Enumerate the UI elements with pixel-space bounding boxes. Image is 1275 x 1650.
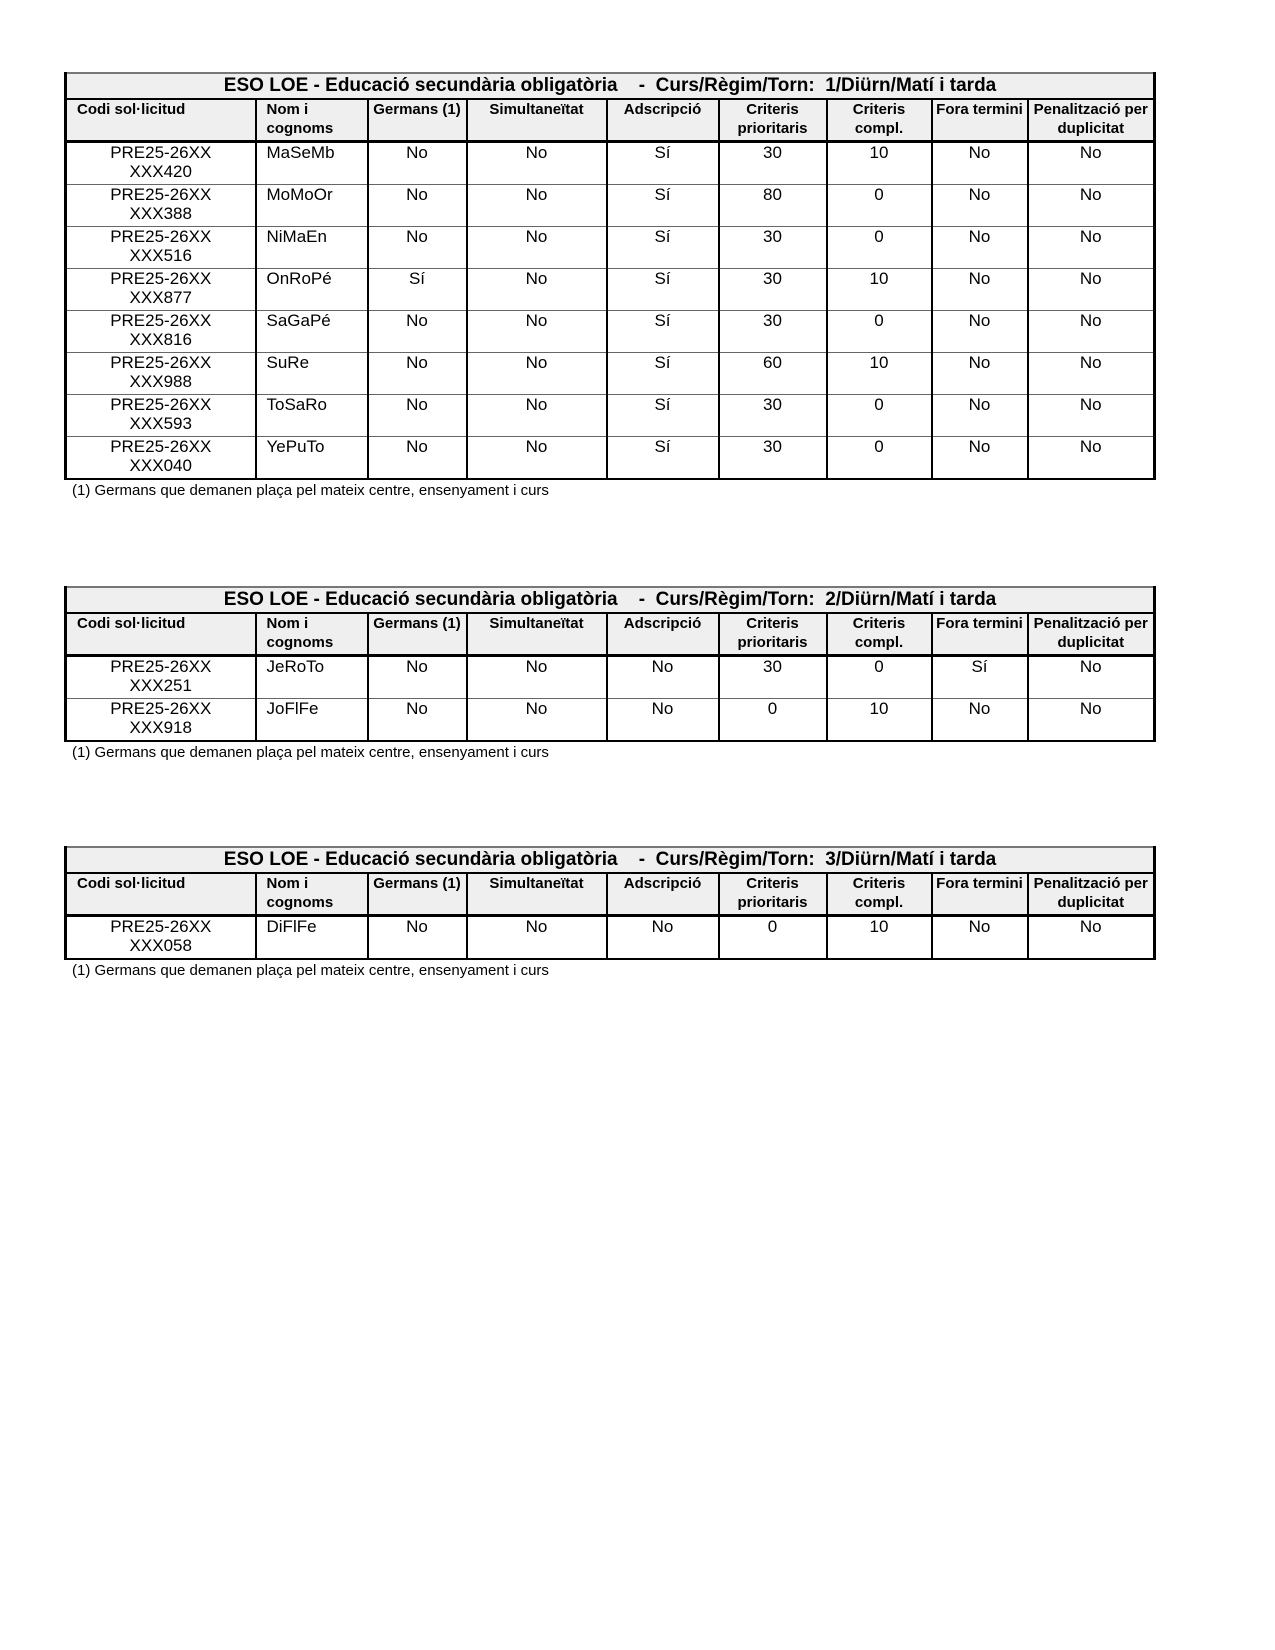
cell-text: Sí	[654, 353, 671, 372]
cell-request-code	[66, 269, 256, 311]
cell-text: No	[406, 699, 428, 718]
cell-text: No	[406, 437, 428, 456]
cell-request-code	[66, 311, 256, 353]
cell-assignment	[607, 227, 719, 269]
cell-text: No	[968, 311, 991, 330]
table-title: ESO LOE - Educació secundària obligatòria - Curs/Règim/Torn: 3/Diürn/Matí i tarda	[66, 847, 1155, 873]
cell-text: 10	[869, 143, 889, 162]
cell-text: 0	[874, 227, 884, 246]
cell-siblings	[368, 437, 467, 480]
cell-name	[256, 395, 368, 437]
cell-text: No	[406, 657, 428, 676]
cell-duplicate-penalty	[1028, 395, 1155, 437]
cell-text: Sí	[654, 311, 671, 330]
cell-text: 10	[869, 699, 889, 718]
cell-text: No	[525, 143, 548, 162]
cell-text: SaGaPé	[266, 311, 331, 330]
cell-priority-criteria	[719, 395, 827, 437]
cell-duplicate-penalty	[1028, 142, 1155, 185]
column-header-complementary-criteria: Criteris compl.	[827, 99, 932, 142]
cell-text: 30	[763, 395, 782, 414]
column-header-late: Fora termini	[932, 873, 1028, 916]
cell-complementary-criteria	[827, 353, 932, 395]
cell-text: 80	[763, 185, 782, 204]
cell-request-code	[66, 656, 256, 699]
cell-text: 10	[869, 353, 889, 372]
cell-duplicate-penalty	[1028, 311, 1155, 353]
cell-siblings	[368, 311, 467, 353]
cell-text: No	[1079, 227, 1102, 246]
cell-text: No	[968, 143, 991, 162]
cell-text: No	[525, 437, 548, 456]
cell-text: PRE25-26XXXXX420	[110, 143, 212, 181]
cell-text: 60	[763, 353, 782, 372]
column-header-simultaneity: Simultaneïtat	[467, 99, 607, 142]
cell-text: No	[968, 917, 991, 936]
cell-complementary-criteria	[827, 395, 932, 437]
cell-simultaneity	[467, 656, 607, 699]
column-header-complementary-criteria: Criteris compl.	[827, 613, 932, 656]
cell-siblings	[368, 699, 467, 742]
column-header-duplicate-penalty: Penalització per duplicitat	[1028, 613, 1155, 656]
cell-text: PRE25-26XXXXX388	[110, 185, 212, 223]
cell-simultaneity	[467, 395, 607, 437]
cell-text: 30	[763, 311, 782, 330]
column-header-priority-criteria: Criteris prioritaris	[719, 873, 827, 916]
cell-text: JeRoTo	[266, 657, 325, 676]
cell-late	[932, 353, 1028, 395]
cell-text: Sí	[654, 437, 671, 456]
cell-text: No	[525, 227, 548, 246]
cell-late	[932, 311, 1028, 353]
cell-request-code	[66, 395, 256, 437]
cell-name	[256, 437, 368, 480]
cell-simultaneity	[467, 916, 607, 960]
cell-text: No	[406, 917, 428, 936]
column-header-priority-criteria: Criteris prioritaris	[719, 99, 827, 142]
cell-text: JoFlFe	[266, 699, 319, 718]
cell-duplicate-penalty	[1028, 227, 1155, 269]
cell-text: No	[525, 657, 548, 676]
cell-duplicate-penalty	[1028, 656, 1155, 699]
cell-text: Sí	[408, 269, 426, 288]
cell-text: No	[1079, 143, 1102, 162]
cell-text: DiFlFe	[266, 917, 317, 936]
cell-name	[256, 142, 368, 185]
cell-text: ToSaRo	[266, 395, 327, 414]
cell-siblings	[368, 916, 467, 960]
table-row	[66, 353, 1155, 395]
cell-priority-criteria	[719, 353, 827, 395]
cell-late	[932, 395, 1028, 437]
column-header-name: Nom i cognoms	[256, 613, 368, 656]
cell-text: 0	[874, 657, 884, 676]
cell-text: No	[406, 395, 428, 414]
cell-request-code	[66, 916, 256, 960]
cell-duplicate-penalty	[1028, 699, 1155, 742]
cell-simultaneity	[467, 185, 607, 227]
cell-text: 30	[763, 437, 782, 456]
cell-priority-criteria	[719, 227, 827, 269]
column-header-siblings: Germans (1)	[368, 873, 467, 916]
cell-text: No	[1079, 437, 1102, 456]
admissions-table	[64, 586, 1156, 742]
table-row	[66, 227, 1155, 269]
cell-priority-criteria	[719, 142, 827, 185]
cell-text: OnRoPé	[266, 269, 332, 288]
cell-text: No	[1079, 185, 1102, 204]
cell-text: No	[651, 699, 674, 718]
cell-late	[932, 916, 1028, 960]
cell-assignment	[607, 142, 719, 185]
cell-priority-criteria	[719, 311, 827, 353]
cell-text: No	[968, 437, 991, 456]
cell-text: 30	[763, 657, 782, 676]
column-header-name: Nom i cognoms	[256, 99, 368, 142]
column-header-siblings: Germans (1)	[368, 613, 467, 656]
cell-simultaneity	[467, 269, 607, 311]
cell-text: No	[1079, 657, 1102, 676]
cell-assignment	[607, 311, 719, 353]
cell-assignment	[607, 353, 719, 395]
cell-text: No	[525, 699, 548, 718]
cell-simultaneity	[467, 699, 607, 742]
column-header-duplicate-penalty: Penalització per duplicitat	[1028, 873, 1155, 916]
cell-late	[932, 142, 1028, 185]
cell-name	[256, 311, 368, 353]
cell-text: PRE25-26XXXXX040	[110, 437, 212, 475]
column-header-assignment: Adscripció	[607, 873, 719, 916]
cell-text: 0	[767, 917, 778, 936]
cell-text: No	[968, 353, 991, 372]
cell-complementary-criteria	[827, 185, 932, 227]
cell-late	[932, 185, 1028, 227]
table-row	[66, 699, 1155, 742]
cell-text: PRE25-26XXXXX918	[110, 699, 212, 737]
cell-text: Sí	[654, 227, 671, 246]
cell-siblings	[368, 353, 467, 395]
cell-text: No	[651, 657, 674, 676]
cell-late	[932, 437, 1028, 480]
column-header-siblings: Germans (1)	[368, 99, 467, 142]
admissions-table	[64, 72, 1156, 480]
cell-name	[256, 916, 368, 960]
table-title: ESO LOE - Educació secundària obligatòria - Curs/Règim/Torn: 2/Diürn/Matí i tarda	[66, 587, 1155, 613]
cell-assignment	[607, 916, 719, 960]
column-header-priority-criteria: Criteris prioritaris	[719, 613, 827, 656]
cell-priority-criteria	[719, 699, 827, 742]
cell-priority-criteria	[719, 656, 827, 699]
cell-assignment	[607, 437, 719, 480]
cell-assignment	[607, 185, 719, 227]
cell-text: PRE25-26XXXXX988	[110, 353, 212, 391]
cell-text: PRE25-26XXXXX058	[110, 917, 212, 955]
table-row	[66, 916, 1155, 960]
column-header-request-code: Codi sol·licitud	[66, 613, 256, 656]
table-row	[66, 437, 1155, 480]
cell-text: No	[651, 917, 674, 936]
cell-simultaneity	[467, 353, 607, 395]
column-header-late: Fora termini	[932, 613, 1028, 656]
column-header-name: Nom i cognoms	[256, 873, 368, 916]
cell-text: 30	[763, 143, 782, 162]
cell-siblings	[368, 142, 467, 185]
cell-priority-criteria	[719, 437, 827, 480]
cell-duplicate-penalty	[1028, 353, 1155, 395]
admissions-table-block	[64, 586, 1153, 761]
cell-simultaneity	[467, 227, 607, 269]
cell-text: No	[968, 395, 991, 414]
cell-text: Sí	[654, 185, 671, 204]
table-row	[66, 656, 1155, 699]
cell-late	[932, 656, 1028, 699]
cell-priority-criteria	[719, 185, 827, 227]
table-title: ESO LOE - Educació secundària obligatòria - Curs/Règim/Torn: 1/Diürn/Matí i tarda	[66, 73, 1155, 99]
column-header-complementary-criteria: Criteris compl.	[827, 873, 932, 916]
cell-text: No	[1079, 395, 1102, 414]
cell-late	[932, 227, 1028, 269]
cell-name	[256, 353, 368, 395]
cell-text: No	[406, 353, 428, 372]
table-row	[66, 185, 1155, 227]
cell-text: 10	[869, 269, 889, 288]
column-header-assignment: Adscripció	[607, 99, 719, 142]
cell-name	[256, 699, 368, 742]
cell-request-code	[66, 353, 256, 395]
cell-text: No	[968, 185, 991, 204]
cell-text: No	[406, 185, 428, 204]
admissions-table-block	[64, 72, 1153, 499]
cell-name	[256, 185, 368, 227]
cell-assignment	[607, 656, 719, 699]
cell-text: Sí	[971, 657, 988, 676]
cell-siblings	[368, 395, 467, 437]
cell-text: Sí	[654, 143, 671, 162]
column-header-request-code: Codi sol·licitud	[66, 99, 256, 142]
cell-text: Sí	[654, 269, 671, 288]
cell-duplicate-penalty	[1028, 916, 1155, 960]
cell-complementary-criteria	[827, 916, 932, 960]
cell-text: PRE25-26XXXXX816	[110, 311, 212, 349]
cell-complementary-criteria	[827, 142, 932, 185]
cell-text: No	[1079, 353, 1102, 372]
table-row	[66, 395, 1155, 437]
cell-request-code	[66, 699, 256, 742]
column-header-late: Fora termini	[932, 99, 1028, 142]
cell-text: No	[1079, 699, 1102, 718]
cell-siblings	[368, 656, 467, 699]
cell-text: No	[525, 311, 548, 330]
cell-assignment	[607, 395, 719, 437]
cell-text: PRE25-26XXXXX877	[110, 269, 212, 307]
cell-text: No	[525, 353, 548, 372]
cell-text: No	[525, 269, 548, 288]
cell-assignment	[607, 699, 719, 742]
table-row	[66, 311, 1155, 353]
table-row	[66, 142, 1155, 185]
cell-text: 0	[767, 699, 778, 718]
column-header-request-code: Codi sol·licitud	[66, 873, 256, 916]
cell-simultaneity	[467, 142, 607, 185]
cell-text: NiMaEn	[266, 227, 327, 246]
cell-text: PRE25-26XXXXX516	[110, 227, 212, 265]
cell-text: MoMoOr	[266, 185, 333, 204]
cell-name	[256, 227, 368, 269]
cell-siblings	[368, 269, 467, 311]
cell-text: 30	[763, 227, 782, 246]
cell-assignment	[607, 269, 719, 311]
cell-simultaneity	[467, 311, 607, 353]
footnote: (1) Germans que demanen plaça pel mateix centre, ensenyament i curs	[72, 962, 549, 979]
cell-text: 0	[874, 437, 884, 456]
cell-text: 0	[874, 185, 884, 204]
column-header-simultaneity: Simultaneïtat	[467, 613, 607, 656]
admissions-table	[64, 846, 1156, 960]
cell-priority-criteria	[719, 269, 827, 311]
table-row	[66, 269, 1155, 311]
cell-text: No	[1079, 269, 1102, 288]
cell-text: PRE25-26XXXXX251	[110, 657, 212, 695]
cell-text: No	[406, 227, 428, 246]
admissions-table-block	[64, 846, 1153, 979]
cell-late	[932, 269, 1028, 311]
cell-text: 0	[874, 395, 884, 414]
cell-text: SuRe	[266, 353, 310, 372]
column-header-simultaneity: Simultaneïtat	[467, 873, 607, 916]
cell-text: No	[525, 185, 548, 204]
column-header-duplicate-penalty: Penalització per duplicitat	[1028, 99, 1155, 142]
cell-text: No	[406, 143, 428, 162]
cell-request-code	[66, 437, 256, 480]
cell-name	[256, 656, 368, 699]
cell-text: MaSeMb	[266, 143, 335, 162]
column-header-assignment: Adscripció	[607, 613, 719, 656]
cell-text: No	[1079, 311, 1102, 330]
cell-duplicate-penalty	[1028, 185, 1155, 227]
cell-text: No	[968, 227, 991, 246]
cell-request-code	[66, 185, 256, 227]
cell-complementary-criteria	[827, 311, 932, 353]
cell-duplicate-penalty	[1028, 437, 1155, 480]
cell-request-code	[66, 227, 256, 269]
cell-siblings	[368, 227, 467, 269]
cell-complementary-criteria	[827, 437, 932, 480]
cell-text: No	[525, 395, 548, 414]
cell-text: No	[968, 269, 991, 288]
cell-complementary-criteria	[827, 699, 932, 742]
cell-text: No	[525, 917, 548, 936]
cell-duplicate-penalty	[1028, 269, 1155, 311]
cell-complementary-criteria	[827, 227, 932, 269]
cell-text: 30	[763, 269, 782, 288]
cell-name	[256, 269, 368, 311]
footnote: (1) Germans que demanen plaça pel mateix centre, ensenyament i curs	[72, 744, 549, 761]
cell-text: 10	[869, 917, 889, 936]
cell-text: Sí	[654, 395, 671, 414]
cell-text: No	[406, 311, 428, 330]
cell-text: No	[968, 699, 991, 718]
cell-text: 0	[874, 311, 884, 330]
cell-complementary-criteria	[827, 269, 932, 311]
cell-simultaneity	[467, 437, 607, 480]
cell-text: YePuTo	[266, 437, 325, 456]
cell-siblings	[368, 185, 467, 227]
cell-request-code	[66, 142, 256, 185]
footnote: (1) Germans que demanen plaça pel mateix centre, ensenyament i curs	[72, 482, 549, 499]
cell-late	[932, 699, 1028, 742]
cell-priority-criteria	[719, 916, 827, 960]
cell-complementary-criteria	[827, 656, 932, 699]
cell-text: PRE25-26XXXXX593	[110, 395, 212, 433]
cell-text: No	[1079, 917, 1102, 936]
